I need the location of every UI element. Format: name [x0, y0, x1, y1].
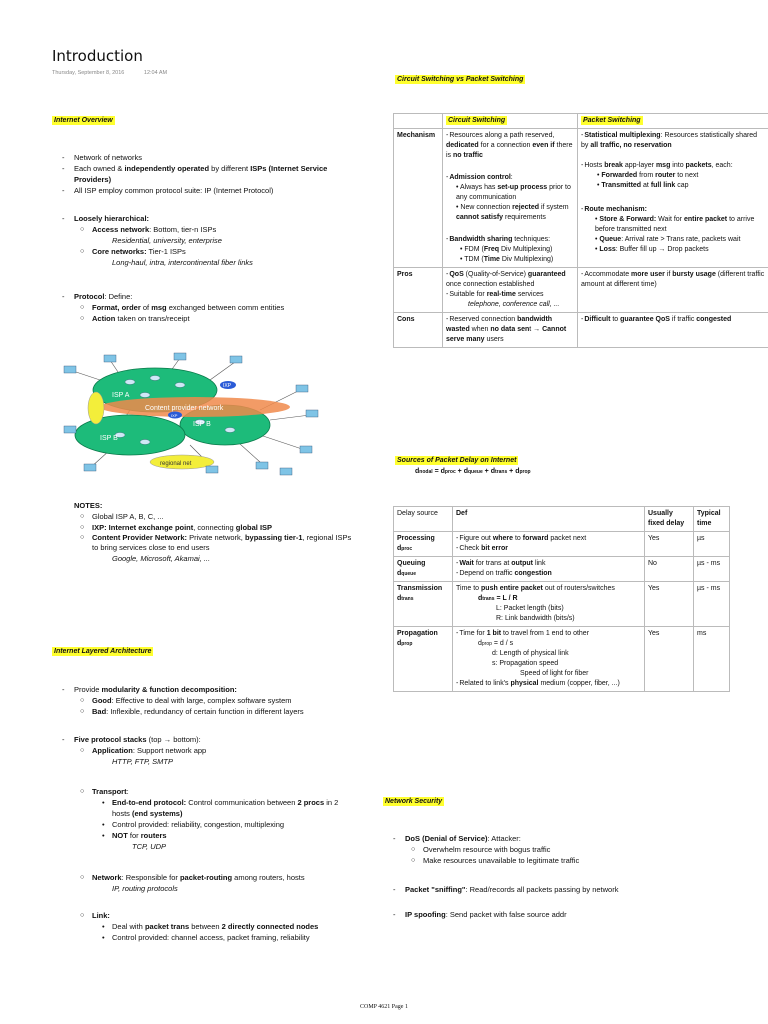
- internet-overview-heading: Internet Overview: [54, 117, 113, 124]
- table-row: [394, 532, 730, 557]
- table-cell: Yes: [645, 582, 694, 627]
- page-meta: [52, 70, 185, 76]
- ixp-label: IXP: [223, 383, 232, 389]
- table-cell: No: [645, 557, 694, 582]
- table-cell: - Figure out where to forward packet next - Check bit error: [453, 532, 645, 557]
- page-time: 12:04 AM: [143, 70, 168, 76]
- notes-label: NOTES:: [74, 501, 103, 510]
- table-row: [394, 507, 730, 532]
- overview-list: [52, 152, 352, 196]
- page-date: Thursday, September 8, 2016: [52, 70, 125, 76]
- row-header: Mechanism: [394, 129, 443, 268]
- list-item: - DoS (Denial of Service): Attacker:: [383, 833, 743, 844]
- network-layer-list: [52, 872, 352, 894]
- content-provider-label: Content provider network: [145, 405, 224, 412]
- table-cell: - Resources along a path reserved, dedicated for a connection even if there is no traffic - Admission control: • Always has set-up process prior to any communication • New connection rejected if system cannot satisfy requirements - Bandwidth sharing techniques: • FDM (Freq Div Multiplexing) • TDM (Time Div Multiplexing): [443, 129, 578, 268]
- column-header: Delay source: [394, 507, 453, 532]
- delay-formula: dnodal = dproc + dqueue + dtrans + dprop: [415, 468, 531, 475]
- table-cell: Yes: [645, 532, 694, 557]
- list-item: ○ Core networks: Tier-1 ISPs: [52, 246, 352, 257]
- column-header: Usually fixed delay: [645, 507, 694, 532]
- list-item: - Loosely hierarchical:: [52, 213, 352, 224]
- list-item: ○ Action taken on trans/receipt: [52, 313, 352, 324]
- row-header: Cons: [394, 313, 443, 348]
- table-cell: µs: [694, 532, 730, 557]
- page-footer: COMP 4621 Page 1: [360, 1004, 408, 1010]
- page-title: Introduction: [52, 47, 143, 65]
- circuit-vs-packet-heading: Circuit Switching vs Packet Switching: [397, 76, 524, 83]
- row-header: Propagation dprop: [394, 627, 453, 692]
- table-row: [394, 313, 768, 348]
- row-header: Processing dproc: [394, 532, 453, 557]
- list-item: HTTP, FTP, SMTP: [112, 757, 173, 766]
- list-item: ○ Application: Support network app: [52, 745, 352, 756]
- list-item: ○ Make resources unavailable to legitimate traffic: [383, 855, 743, 866]
- regional-net-label: regional net: [160, 461, 192, 467]
- list-item: ○ Overwhelm resource with bogus traffic: [383, 844, 743, 855]
- spoofing-list: [383, 909, 743, 920]
- link-layer-list: [52, 910, 352, 943]
- list-item: ○ Format, order of msg exchanged between comm entities: [52, 302, 352, 313]
- column-header: Packet Switching: [578, 114, 768, 129]
- list-item: ○ Transport:: [52, 786, 352, 797]
- list-item: - All ISP employ common protocol suite: IP (Internet Protocol): [52, 185, 352, 196]
- table-cell: - Wait for trans at output link - Depend on traffic congestion: [453, 557, 645, 582]
- row-header: Transmission dtrans: [394, 582, 453, 627]
- list-item: Residential, university, enterprise: [112, 236, 222, 245]
- table-cell: µs - ms: [694, 557, 730, 582]
- sniffing-list: [383, 884, 743, 895]
- list-item: - Provide modularity & function decomposition:: [52, 684, 352, 695]
- list-item: • NOT for routers: [52, 830, 352, 841]
- row-header: Pros: [394, 268, 443, 313]
- list-item: ○ IXP: Internet exchange point, connecting global ISP: [52, 522, 352, 533]
- table-cell: - Statistical multiplexing: Resources statistically shared by all traffic, no reservation - Hosts break app-layer msg into packets, each: • Forwarded from router to next • Transmitted at full link cap - Route mechanism: • Store & Forward: Wait for entire packet to arrive before transmitted next • Queue: Arrival rate > Trans rate, packets wait • Loss: Buffer fill up → Drop packets: [578, 129, 768, 268]
- table-row: [394, 627, 730, 692]
- security-list: [383, 833, 743, 866]
- table-row: [394, 582, 730, 627]
- list-item: IP, routing protocols: [112, 884, 178, 893]
- list-item: • Control provided: channel access, packet framing, reliability: [52, 932, 352, 943]
- modularity-list: [52, 684, 352, 717]
- internet-structure-diagram: [60, 350, 330, 480]
- row-header: Queuing dqueue: [394, 557, 453, 582]
- isp-a-label: ISP A: [112, 392, 130, 399]
- notes-list: [52, 500, 352, 564]
- column-header: Circuit Switching: [443, 114, 578, 129]
- ixp-label: IXP: [171, 413, 178, 418]
- table-cell: Yes: [645, 627, 694, 692]
- packet-delay-heading: Sources of Packet Delay on Internet: [397, 457, 517, 464]
- hierarchy-list: [52, 213, 352, 268]
- list-item: ○ Access network: Bottom, tier-n ISPs: [52, 224, 352, 235]
- switching-comparison-table: [393, 113, 768, 348]
- list-item: ○ Content Provider Network: Private network, bypassing tier-1, regional ISPs to bring services close to end users: [52, 533, 352, 553]
- table-cell: ms: [694, 627, 730, 692]
- table-cell: Time to push entire packet out of routers/switches dtrans = L / R L: Packet length (bits) R: Link bandwidth (bits/s): [453, 582, 645, 627]
- list-item: Google, Microsoft, Akamai, ...: [112, 554, 211, 563]
- isp-b-label: ISP B: [193, 421, 211, 428]
- list-item: - Protocol: Define:: [52, 291, 352, 302]
- table-cell: - QoS (Quality-of-Service) guaranteed once connection established - Suitable for real-time services telephone, conference call, ...: [443, 268, 578, 313]
- table-row: [394, 129, 768, 268]
- table-cell: - Reserved connection bandwidth wasted when no data sent → Cannot serve many users: [443, 313, 578, 348]
- protocol-stack-list: [52, 734, 352, 767]
- list-item: - Five protocol stacks (top → bottom):: [52, 734, 352, 745]
- layered-architecture-heading: Internet Layered Architecture: [54, 648, 152, 655]
- list-item: • Deal with packet trans between 2 directly connected nodes: [52, 921, 352, 932]
- table-row: [394, 268, 768, 313]
- list-item: • End-to-end protocol: Control communication between 2 procs in 2 hosts (end systems): [52, 797, 352, 819]
- table-row: [394, 114, 768, 129]
- delay-sources-table: [393, 506, 730, 692]
- protocol-list: [52, 291, 352, 324]
- list-item: TCP, UDP: [132, 842, 167, 851]
- list-item: - Each owned & independently operated by different ISPs (Internet Service Providers): [52, 163, 352, 185]
- list-item: Long-haul, intra, intercontinental fiber links: [112, 258, 253, 267]
- table-cell: - Time for 1 bit to travel from 1 end to other dprop = d / s d: Length of physical link s: Propagation speed Speed of light for fiber - Related to link's physical medium (copper, fiber, ...): [453, 627, 645, 692]
- isp-b-left-label: ISP B: [100, 435, 118, 442]
- table-cell: - Difficult to guarantee QoS if traffic congested: [578, 313, 768, 348]
- table-row: [394, 557, 730, 582]
- column-header: Def: [453, 507, 645, 532]
- network-security-heading: Network Security: [385, 798, 443, 805]
- list-item: ○ Global ISP A, B, C, ...: [52, 511, 352, 522]
- list-item: ○ Good: Effective to deal with large, complex software system: [52, 695, 352, 706]
- transport-list: [52, 786, 352, 852]
- column-header: Typical time: [694, 507, 730, 532]
- table-cell: - Accommodate more user if bursty usage (different traffic amount at different time): [578, 268, 768, 313]
- list-item: ○ Link:: [52, 910, 352, 921]
- table-cell: µs - ms: [694, 582, 730, 627]
- list-item: • Control provided: reliability, congestion, multiplexing: [52, 819, 352, 830]
- list-item: ○ Bad: Inflexible, redundancy of certain function in different layers: [52, 706, 352, 717]
- list-item: - IP spoofing: Send packet with false source addr: [383, 909, 743, 920]
- list-item: ○ Network: Responsible for packet-routing among routers, hosts: [52, 872, 352, 883]
- list-item: - Network of networks: [52, 152, 352, 163]
- list-item: - Packet "sniffing": Read/records all packets passing by network: [383, 884, 743, 895]
